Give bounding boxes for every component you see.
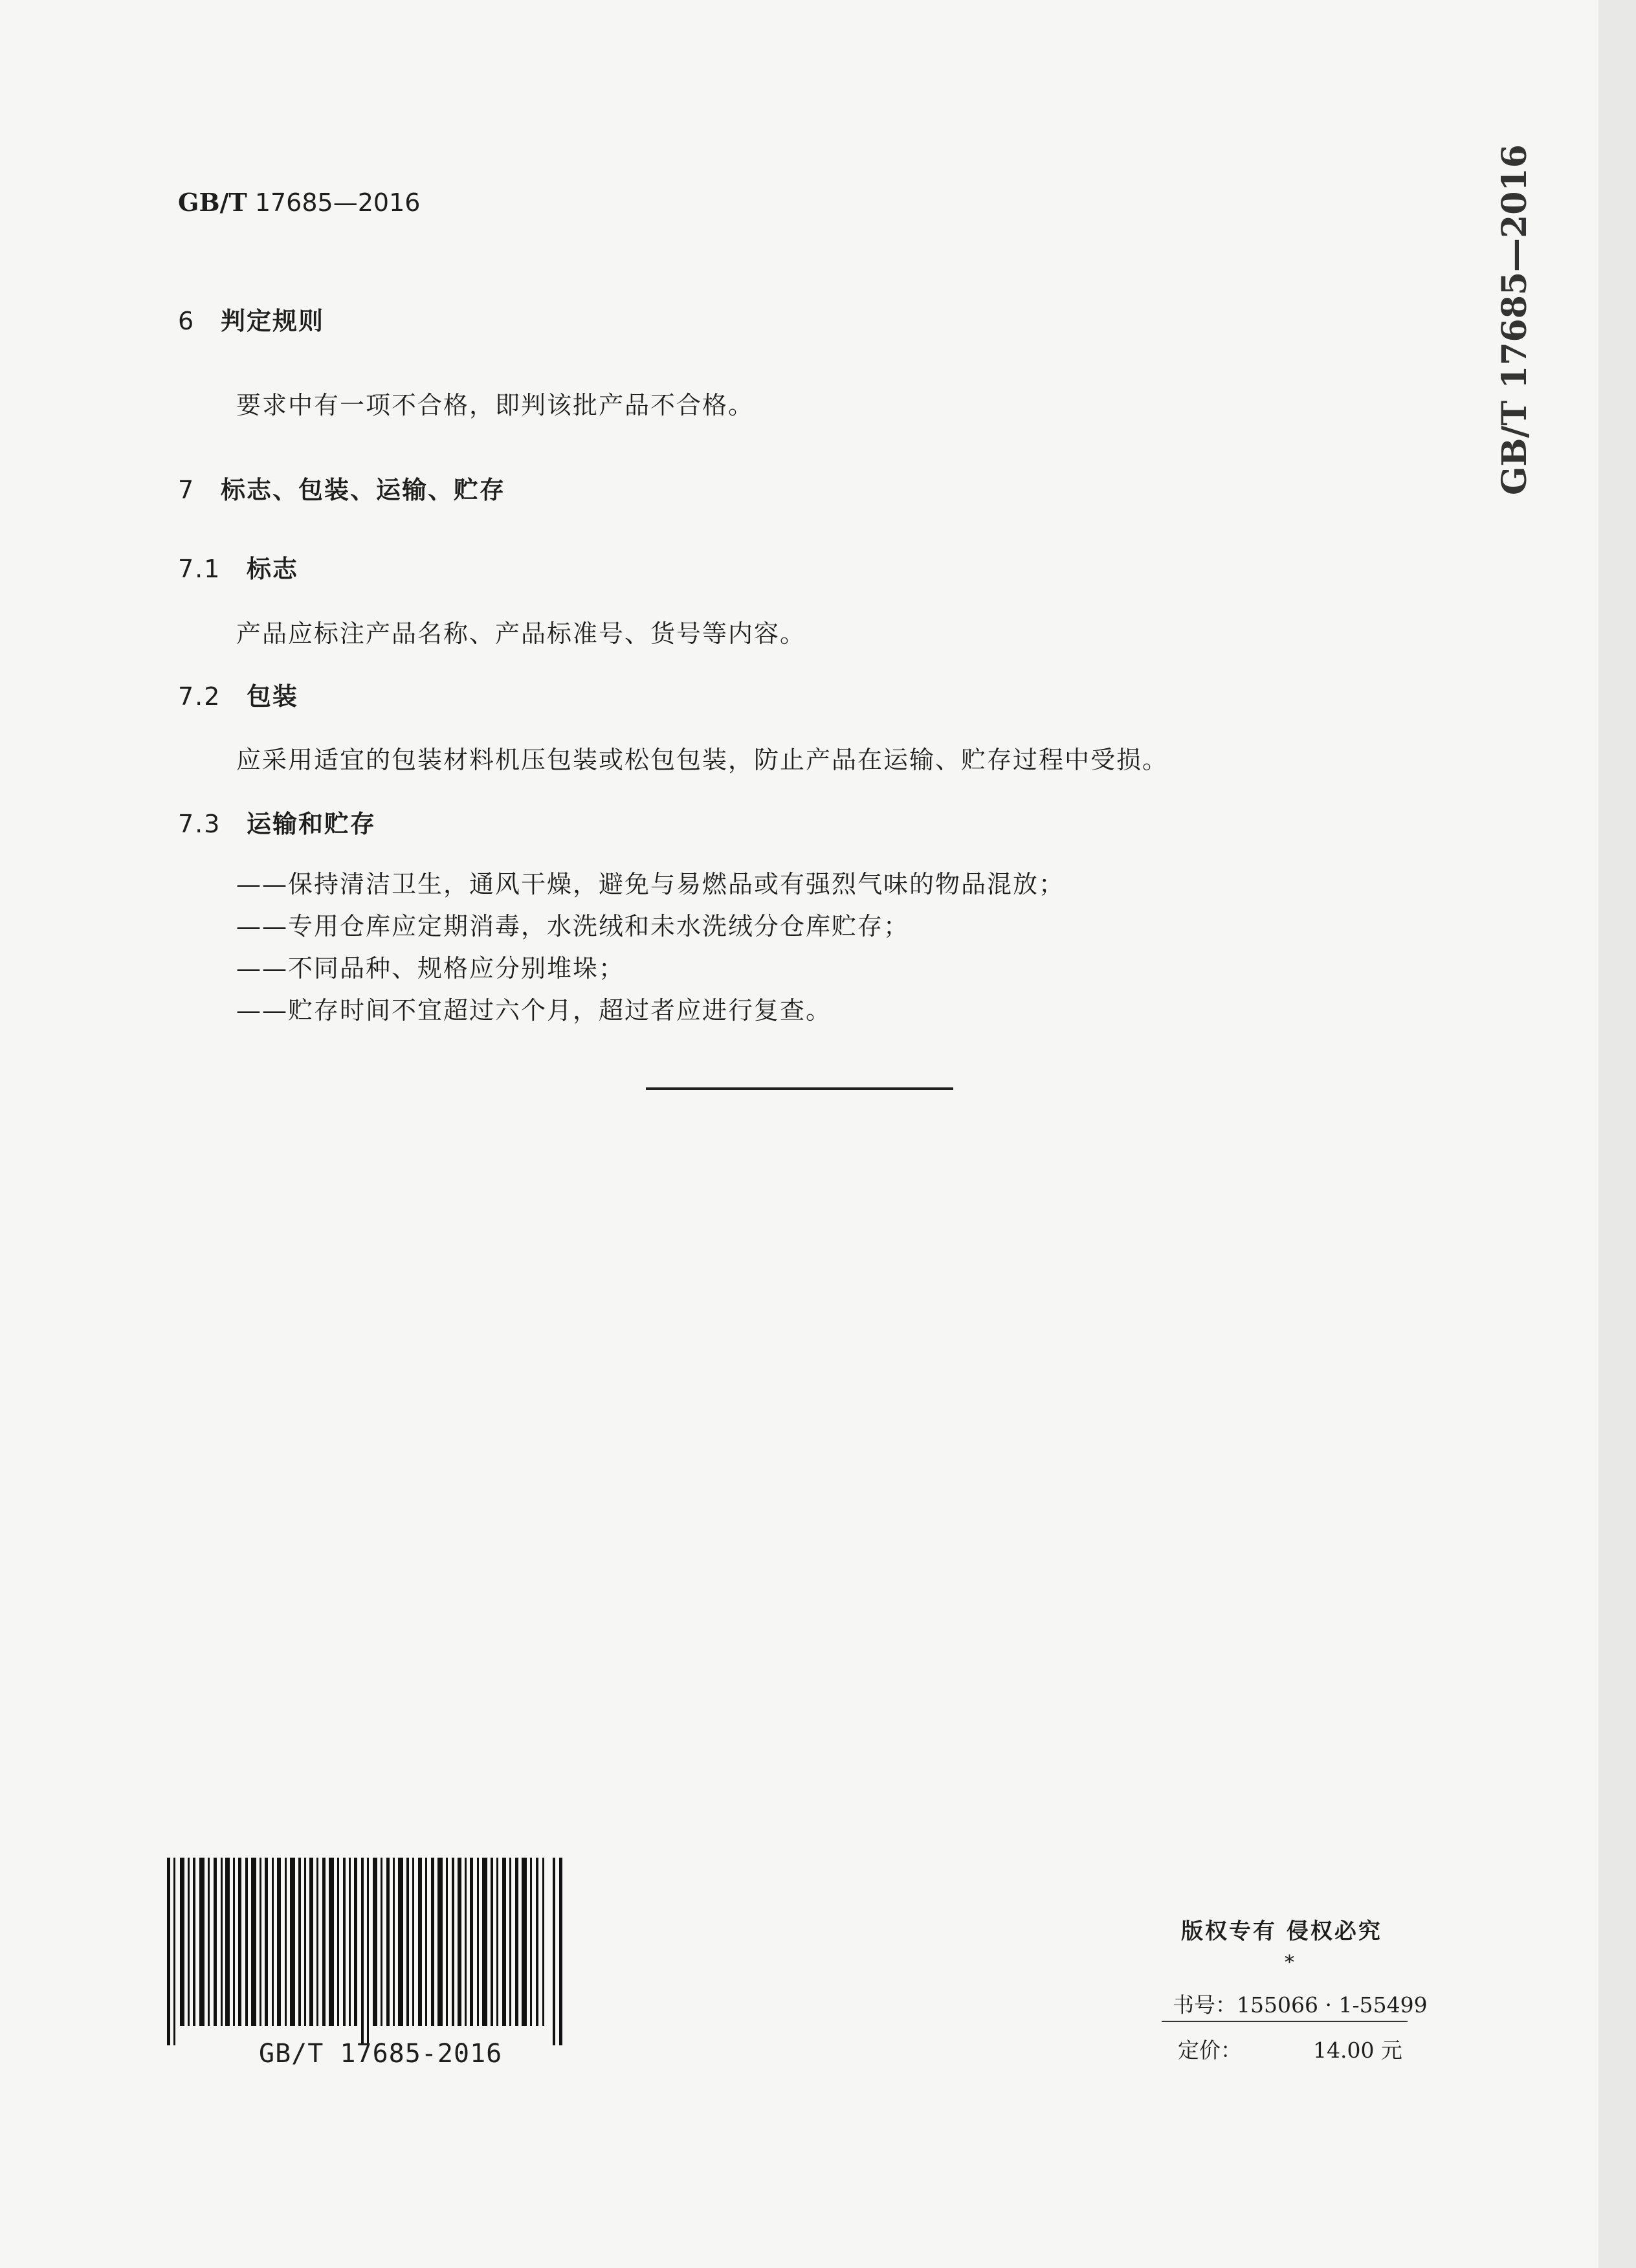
section-6-text: 要求中有一项不合格，即判该批产品不合格。 (236, 391, 755, 419)
section-6-heading (178, 301, 324, 337)
header-standard-code (178, 188, 420, 217)
header-number: 17685—2016 (254, 188, 421, 217)
section-7-number: 7 (178, 476, 195, 504)
section-7-1-text: 产品应标注产品名称、产品标准号、货号等内容。 (236, 619, 806, 648)
section-6-title: 判定规则 (221, 307, 325, 335)
book-number: 书号：155066 · 1-55499 (1173, 1992, 1428, 2018)
section-7-2-number: 7.2 (178, 682, 221, 711)
section-7-title: 标志、包装、运输、贮存 (221, 476, 506, 504)
section-7-2-heading (178, 676, 298, 712)
price-value: 14.00 元 (1313, 2038, 1402, 2063)
price-line (1178, 2034, 1402, 2064)
section-6-number: 6 (178, 307, 195, 335)
page-edge (1598, 0, 1636, 2268)
section-7-3-heading (178, 804, 376, 839)
end-rule (646, 1087, 953, 1090)
copyright-notice: 版权专有 侵权必究 (1181, 1918, 1382, 1944)
price-divider (1162, 2021, 1408, 2022)
barcode-image (167, 1858, 568, 2045)
list-item: ——专用仓库应定期消毒，水洗绒和未水洗绒分仓库贮存； (236, 912, 910, 940)
header-prefix: GB/T (178, 188, 247, 217)
section-7-2-title: 包装 (247, 682, 299, 711)
spine-standard-code: GB/T 17685—2016 (1495, 144, 1534, 495)
section-7-1-title: 标志 (247, 555, 299, 583)
price-label: 定价： (1178, 2038, 1242, 2063)
section-7-heading (178, 470, 505, 506)
section-7-3-number: 7.3 (178, 810, 221, 838)
barcode-caption: GB/T 17685-2016 (259, 2039, 503, 2069)
asterisk-mark: * (1285, 1951, 1294, 1974)
list-item: ——保持清洁卫生，通风干燥，避免与易燃品或有强烈气味的物品混放； (236, 870, 1065, 898)
section-7-2-text: 应采用适宜的包装材料机压包装或松包包装，防止产品在运输、贮存过程中受损。 (236, 746, 1169, 774)
list-item: ——不同品种、规格应分别堆垛； (236, 954, 625, 983)
section-7-3-title: 运输和贮存 (247, 810, 377, 838)
section-7-1-heading (178, 549, 298, 584)
section-7-1-number: 7.1 (178, 555, 221, 583)
list-item: ——贮存时间不宜超过六个月，超过者应进行复查。 (236, 996, 832, 1025)
